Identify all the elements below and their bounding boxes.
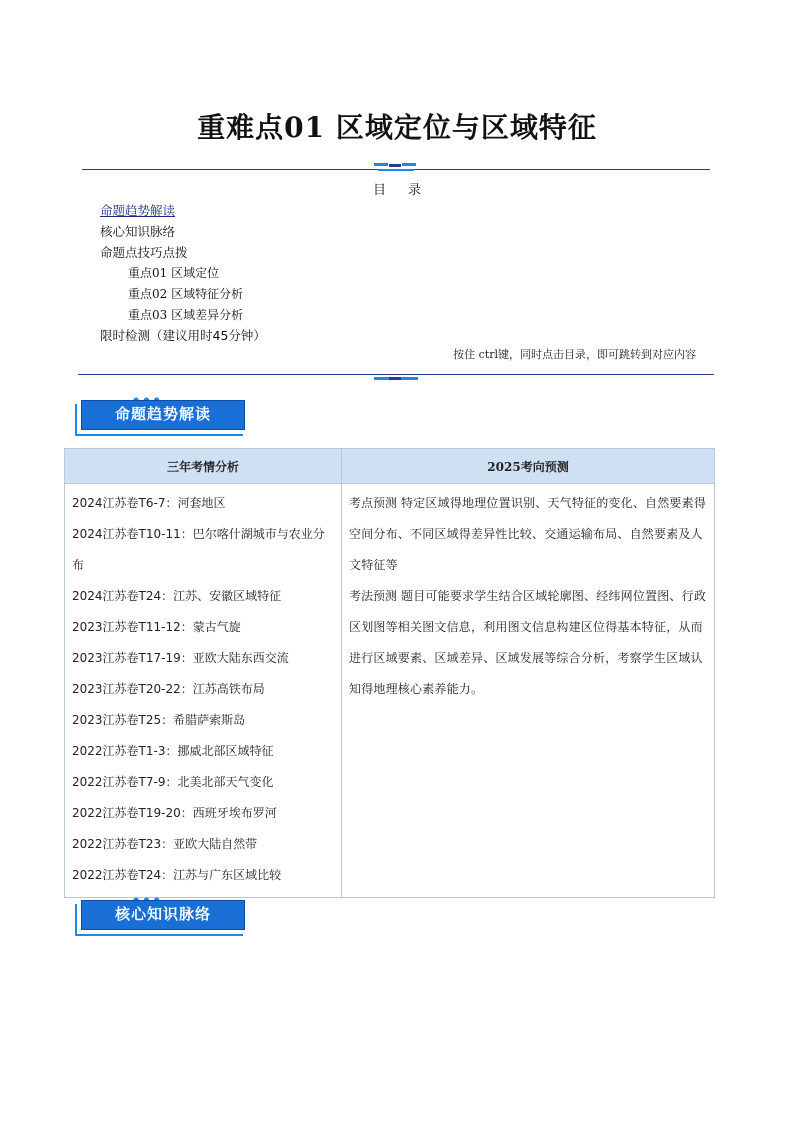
prediction-cell (342, 484, 715, 898)
exam-analysis-table (64, 448, 715, 898)
exam-item: 2023江苏卷T20-22：江苏高铁布局 (72, 682, 265, 696)
exam-item: 2024江苏卷T6-7：河套地区 (72, 496, 226, 510)
table-row (65, 484, 715, 898)
prediction-label: 考法预测 (349, 589, 398, 603)
exam-item: 2023江苏卷T11-12：蒙古气旋 (72, 620, 241, 634)
prediction-points (349, 488, 708, 581)
exam-item: 2022江苏卷T1-3：挪威北部区域特征 (72, 744, 274, 758)
table-of-contents (100, 201, 266, 347)
section-banner-knowledge (75, 897, 247, 939)
page-title: 重难点01 区域定位与区域特征 (197, 111, 597, 144)
toc-item-timed-test[interactable]: 限时检测（建议用时45分钟） (100, 327, 266, 343)
section-title-knowledge: 核心知识脉络 (81, 900, 245, 930)
toc-item-skills[interactable]: 命题点技巧点拨 (100, 244, 188, 260)
exam-item: 2024江苏卷T24：江苏、安徽区域特征 (72, 589, 282, 603)
exam-list-cell (65, 484, 342, 898)
toc-hint: 按住 ctrl键，同时点击目录，即可跳转到对应内容 (453, 348, 696, 361)
exam-item: 2022江苏卷T7-9：北美北部天气变化 (72, 775, 274, 789)
prediction-text: 题目可能要求学生结合区域轮廓图、经纬网位置图、行政区划图等相关图文信息，利用图文信息构建区位得基本特征，从而进行区域要素、区域差异、区域发展等综合分析，考察学生区域认知得地理核心素养能力。 (349, 589, 707, 696)
toc-item-key-02[interactable]: 重点02 区域特征分析 (128, 287, 244, 302)
prediction-label: 考点预测 (349, 496, 398, 510)
toc-item-key-01[interactable]: 重点01 区域定位 (128, 266, 220, 281)
header-three-year-analysis: 三年考情分析 (65, 449, 342, 484)
header-2025-prediction: 2025考向预测 (342, 449, 715, 484)
prediction-methods (349, 581, 708, 705)
exam-item: 2023江苏卷T25：希腊萨索斯岛 (72, 713, 246, 727)
toc-heading: 目录 (372, 183, 443, 198)
exam-item: 2022江苏卷T23：亚欧大陆自然带 (72, 837, 258, 851)
toc-item-knowledge[interactable]: 核心知识脉络 (100, 223, 176, 239)
toc-item-key-03[interactable]: 重点03 区域差异分析 (128, 307, 244, 322)
exam-item: 2022江苏卷T19-20：西班牙埃布罗河 (72, 806, 277, 820)
toc-item-trend[interactable]: 命题趋势解读 (100, 203, 176, 218)
section-banner-trend (75, 397, 247, 439)
divider-ornament-bottom (374, 375, 418, 383)
exam-item: 2024江苏卷T10-11：巴尔喀什湖城市与农业分布 (72, 527, 325, 572)
exam-item: 2022江苏卷T24：江苏与广东区域比较 (72, 868, 282, 882)
section-title-trend: 命题趋势解读 (81, 400, 245, 430)
exam-item: 2023江苏卷T17-19：亚欧大陆东西交流 (72, 651, 289, 665)
prediction-text: 特定区域得地理位置识别、天气特征的变化、自然要素得空间分布、不同区域得差异性比较、交通运输布局、自然要素及人文特征等 (349, 496, 707, 572)
table-header-row (65, 449, 715, 484)
divider-ornament (374, 163, 418, 171)
